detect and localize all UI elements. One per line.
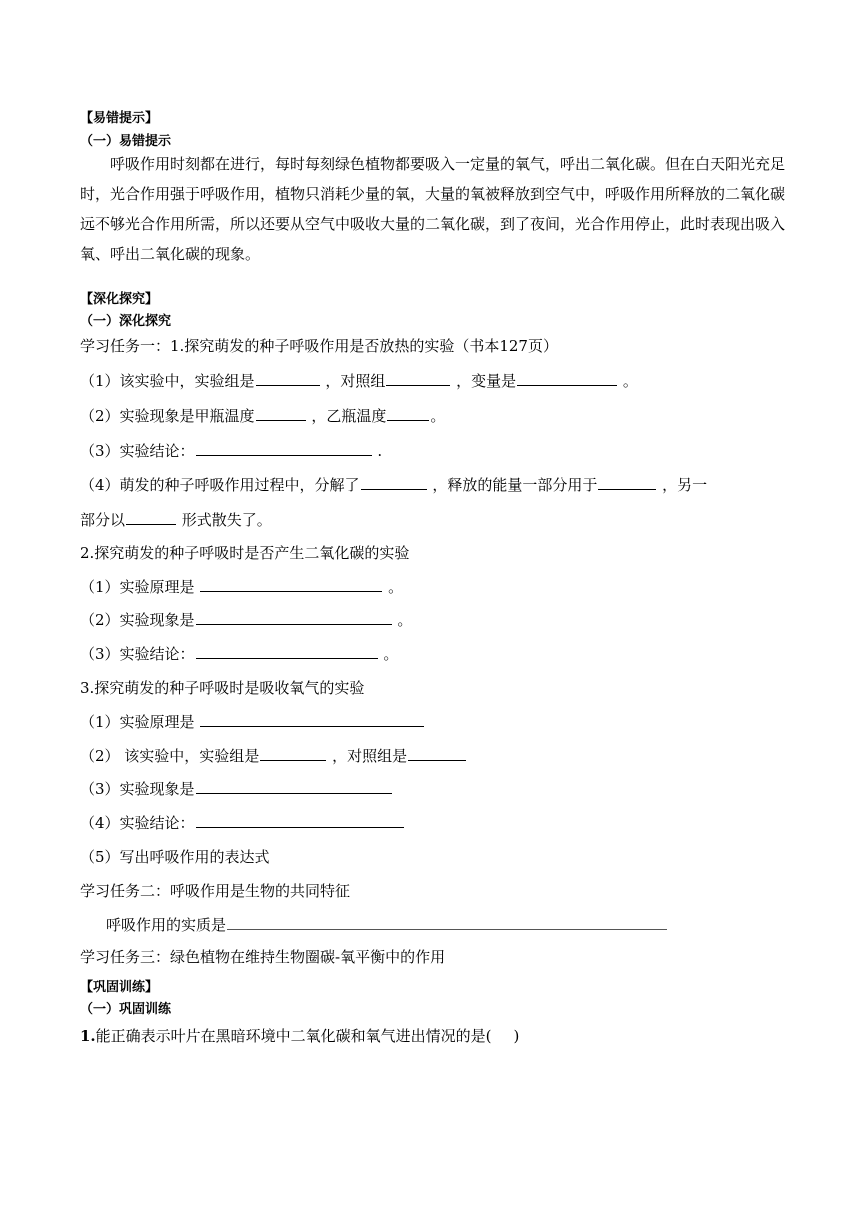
subsection-title-consolidation: （一）巩固训练 [80,1002,172,1017]
answer-blank[interactable] [196,812,404,828]
answer-blank[interactable] [256,370,320,386]
exercise-question-1: 1.能正确表示叶片在黑暗环境中二氧化碳和氧气进出情况的是( ) [80,1027,520,1045]
section-title-consolidation: 【巩固训练】 [80,980,159,995]
task1-3-question-1: （1）实验原理是 [80,711,425,732]
answer-blank[interactable] [361,474,427,490]
task2-title: 学习任务二：呼吸作用是生物的共同特征 [80,882,351,900]
task1-question-3: （3）实验结论： . [80,442,383,460]
question-number: 1. [80,1027,96,1045]
task1-title: 学习任务一：1.探究萌发的种子呼吸作用是否放热的实验（书本127页） [80,337,558,355]
answer-blank[interactable] [227,914,667,930]
section-title-deep-inquiry: 【深化探究】 [80,292,159,307]
answer-blank[interactable] [256,405,306,421]
task1-3-title: 3.探究萌发的种子呼吸时是吸收氧气的实验 [80,679,365,697]
task1-3-question-4: （4）实验结论： [80,812,405,833]
answer-blank[interactable] [196,440,372,456]
error-tips-paragraph: 呼吸作用时刻都在进行，每时每刻绿色植物都要吸入一定量的氧气，呼出二氧化碳。但在白天阳光充足时，光合作用强于呼吸作用，植物只消耗少量的氧，大量的氧被释放到空气中，呼吸作用所释放的二氧化碳远不够光合作用所需，所以还要从空气中吸收大量的二氧化碳，到了夜间，光合作用停止，此时表现出吸入氧、呼出二氧化碳的现象。 [80,155,786,263]
task1-3-question-3: （3）实验现象是 [80,778,393,799]
task1-3-question-5: （5）写出呼吸作用的表达式 [80,848,270,866]
task1-3-question-2: （2） 该实验中，实验组是 ，对照组是 [80,745,467,766]
task1-2-question-1: （1）实验原理是 。 [80,578,404,596]
task2-line: 呼吸作用的实质是 [106,914,668,935]
answer-blank[interactable] [260,745,326,761]
answer-blank[interactable] [200,576,382,592]
task1-question-4-cont: 部分以 形式散失了。 [80,511,272,529]
answer-blank[interactable] [517,370,617,386]
answer-blank[interactable] [196,609,392,625]
answer-blank[interactable] [200,711,424,727]
subsection-title-error-tips: （一）易错提示 [80,134,172,149]
section-title-error-tips: 【易错提示】 [80,111,159,126]
subsection-title-deep-inquiry: （一）深化探究 [80,314,172,329]
answer-blank[interactable] [386,370,450,386]
answer-blank[interactable] [408,745,466,761]
answer-blank[interactable] [387,405,429,421]
task3-title: 学习任务三：绿色植物在维持生物圈碳-氧平衡中的作用 [80,948,446,966]
answer-blank[interactable] [196,778,392,794]
answer-blank[interactable] [126,509,176,525]
task1-question-2: （2）实验现象是甲瓶温度 ，乙瓶温度 。 [80,407,446,425]
task1-question-4: （4）萌发的种子呼吸作用过程中，分解了 ，释放的能量一部分用于 ，另一 [80,476,708,494]
answer-blank[interactable] [196,643,378,659]
task1-2-question-3: （3）实验结论： 。 [80,645,399,663]
task1-2-question-2: （2）实验现象是 。 [80,611,413,629]
task1-2-title: 2.探究萌发的种子呼吸时是否产生二氧化碳的实验 [80,544,410,562]
answer-blank[interactable] [598,474,656,490]
task1-question-1: （1）该实验中，实验组是 ，对照组 ，变量是 。 [80,372,638,390]
